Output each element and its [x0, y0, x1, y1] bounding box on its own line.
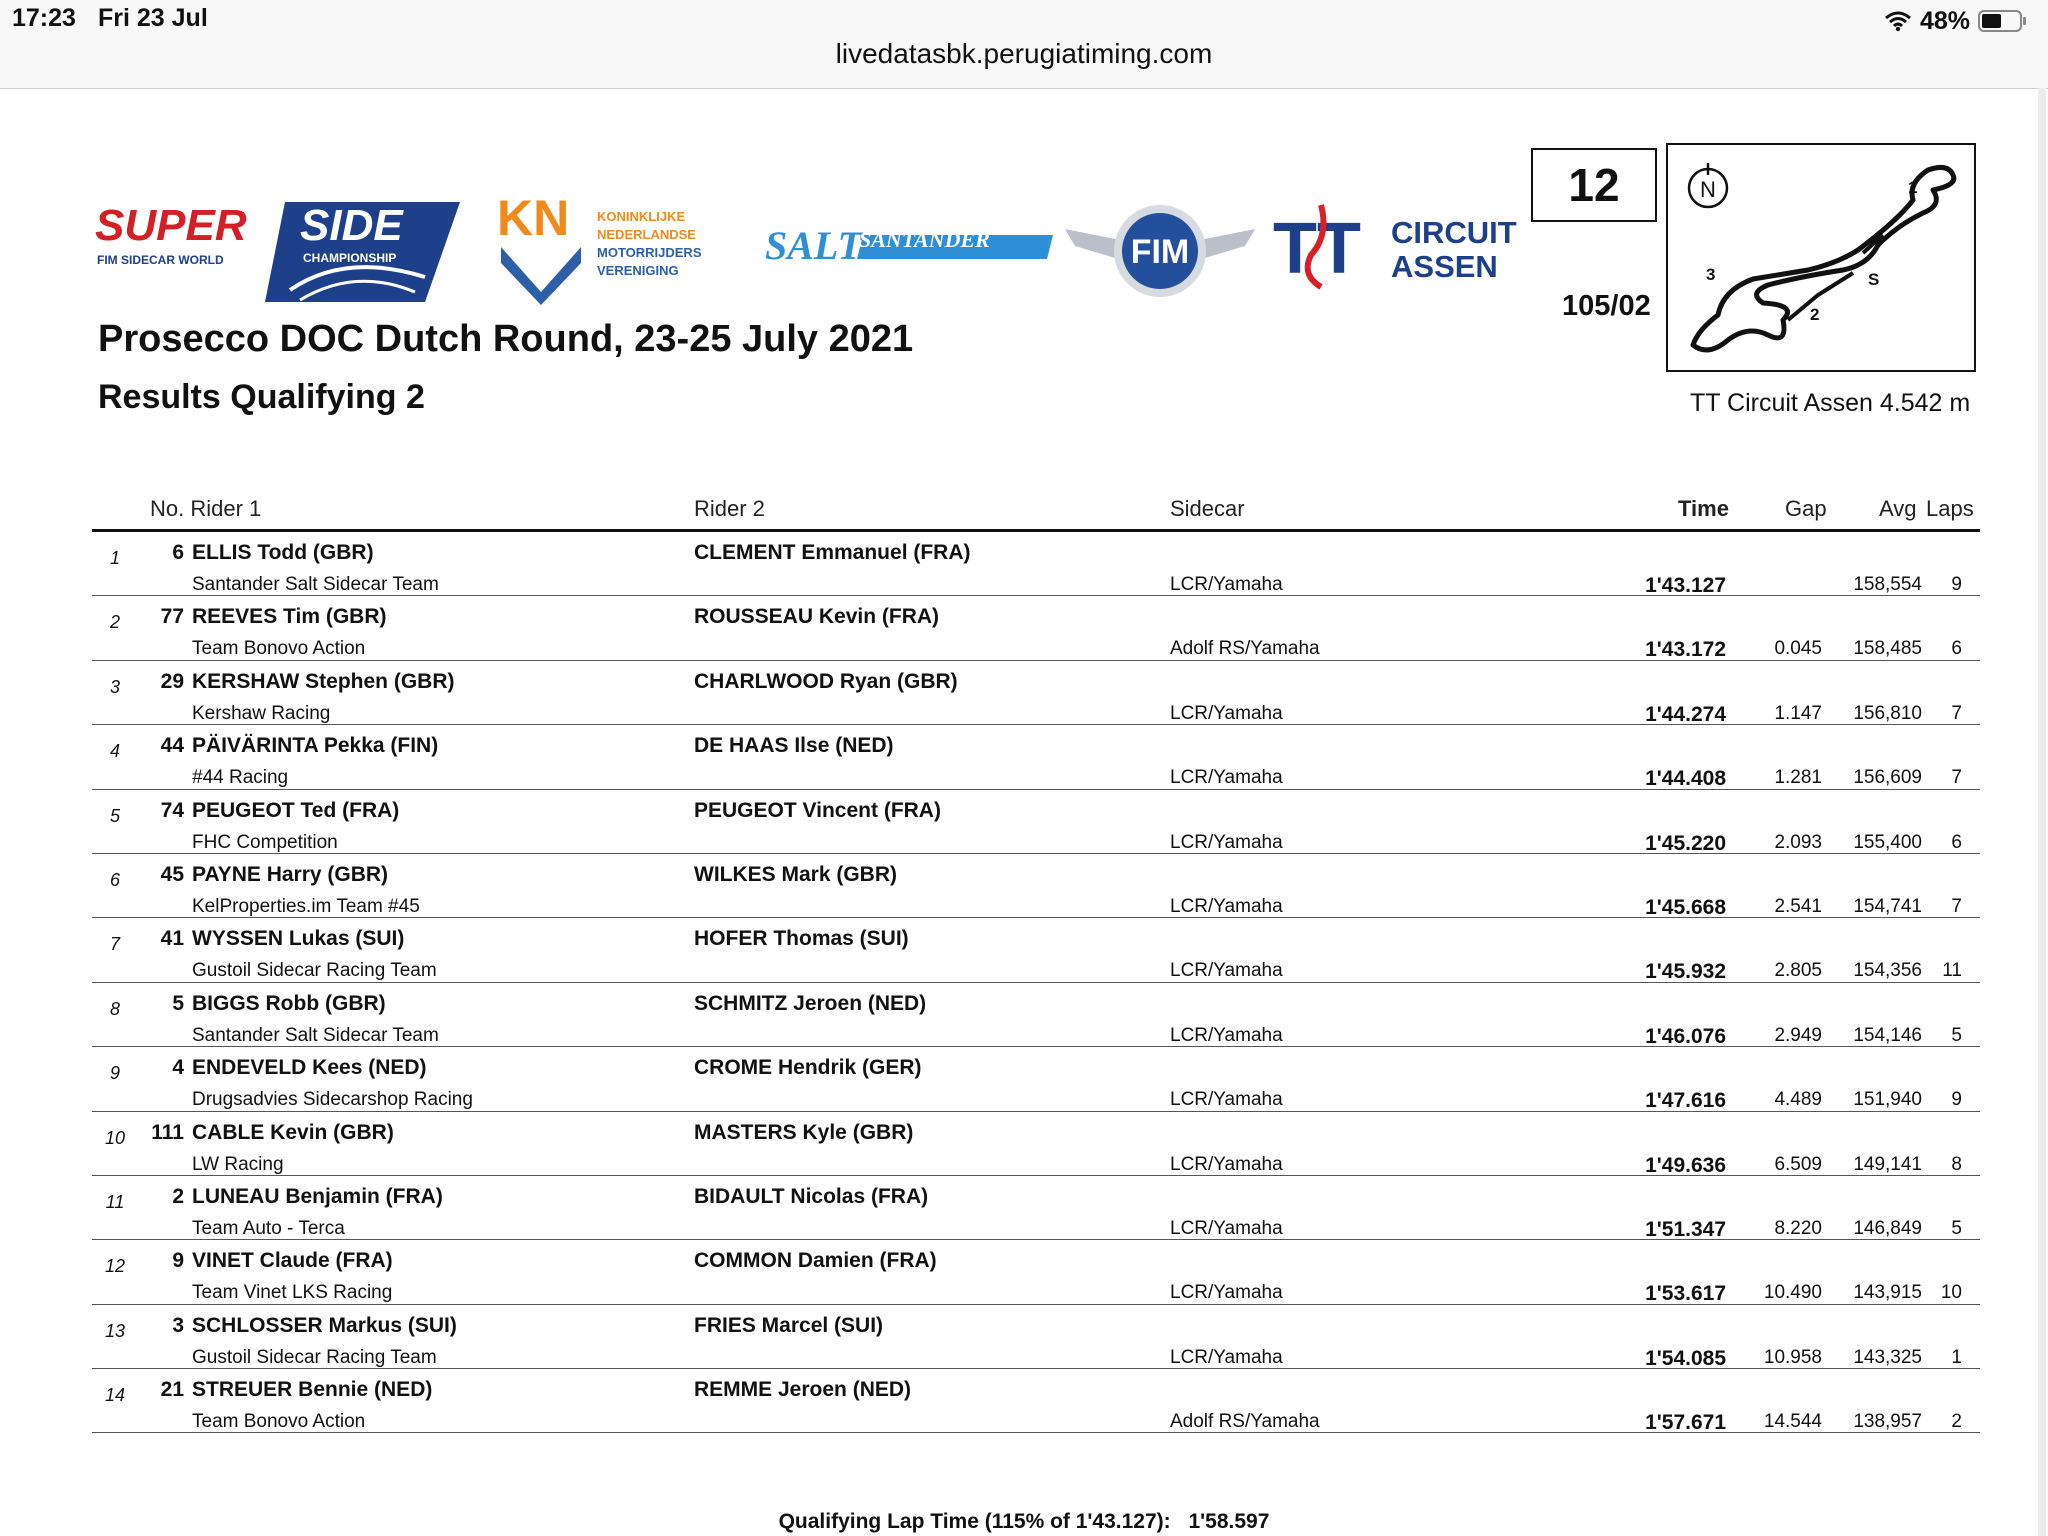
superside-word-2: SIDE — [300, 201, 403, 250]
result-time: 1'45.220 — [1645, 831, 1726, 855]
result-avg-speed: 149,141 — [1853, 1153, 1922, 1175]
result-sidecar: LCR/Yamaha — [1170, 1024, 1283, 1046]
page-scrollbar[interactable] — [2038, 88, 2046, 1536]
result-number: 9 — [172, 1249, 184, 1273]
result-position: 6 — [109, 869, 120, 890]
result-team: LW Racing — [192, 1153, 284, 1175]
result-time: 1'45.932 — [1645, 960, 1726, 984]
status-time: 17:23 — [12, 4, 76, 32]
result-avg-speed: 156,609 — [1853, 767, 1922, 789]
table-row — [92, 1369, 1980, 1433]
result-sidecar: LCR/Yamaha — [1170, 1217, 1283, 1239]
col-header-laps: Laps — [1926, 496, 1974, 521]
result-rider1: ELLIS Todd (GBR) — [192, 541, 374, 564]
qualifying-lap-time-value: 1'58.597 — [1188, 1510, 1270, 1533]
result-laps: 10 — [1940, 1282, 1962, 1304]
battery-icon — [1978, 9, 2028, 33]
result-rider1: REEVES Tim (GBR) — [192, 605, 387, 629]
col-header-no-rider1: No. Rider 1 — [150, 496, 262, 521]
knmv-mark: KN — [497, 190, 570, 246]
knmv-line-4: VERENIGING — [597, 263, 679, 278]
result-gap: 2.949 — [1774, 1024, 1822, 1046]
fim-text: FIM — [1130, 233, 1190, 271]
knmv-line-3: MOTORRIJDERS — [597, 245, 702, 260]
result-team: Gustoil Sidecar Racing Team — [192, 960, 437, 982]
result-laps: 6 — [1951, 831, 1962, 853]
result-time: 1'47.616 — [1645, 1089, 1726, 1113]
result-position: 11 — [105, 1191, 125, 1212]
result-rider2: COMMON Damien (FRA) — [694, 1249, 937, 1273]
table-row — [92, 854, 1980, 918]
result-sidecar: LCR/Yamaha — [1170, 1089, 1283, 1111]
result-number: 4 — [172, 1056, 184, 1080]
result-rider2: MASTERS Kyle (GBR) — [694, 1120, 914, 1144]
result-rider2: CHARLWOOD Ryan (GBR) — [694, 669, 958, 693]
qualifying-lap-time — [0, 1510, 2048, 1534]
result-laps: 2 — [1951, 1411, 1962, 1433]
result-gap: 14.544 — [1763, 1411, 1822, 1433]
result-laps: 1 — [1951, 1346, 1962, 1368]
result-rider1: BIGGS Robb (GBR) — [192, 991, 386, 1015]
result-rider2: FRIES Marcel (SUI) — [694, 1313, 884, 1337]
table-row — [92, 1305, 1980, 1369]
knmv-line-1: KONINKLIJKE — [597, 209, 686, 224]
result-laps: 7 — [1951, 895, 1962, 917]
result-number: 5 — [172, 991, 184, 1015]
result-rider2: CROME Hendrik (GER) — [694, 1056, 922, 1080]
results-table — [92, 532, 1980, 1433]
result-gap: 2.093 — [1774, 831, 1822, 853]
result-time: 1'57.671 — [1645, 1411, 1726, 1435]
superside-logo — [95, 192, 460, 304]
result-laps: 9 — [1951, 1089, 1962, 1111]
table-row — [92, 596, 1980, 660]
result-avg-speed: 154,741 — [1853, 895, 1922, 917]
result-rider1: KERSHAW Stephen (GBR) — [192, 669, 455, 693]
result-team: Team Vinet LKS Racing — [192, 1282, 393, 1304]
result-number: 2 — [172, 1184, 184, 1208]
result-rider1: PAYNE Harry (GBR) — [192, 862, 389, 886]
result-position: 10 — [104, 1127, 126, 1148]
result-rider2: HOFER Thomas (SUI) — [694, 927, 909, 951]
result-team: Drugsadvies Sidecarshop Racing — [192, 1089, 473, 1111]
result-avg-speed: 138,957 — [1853, 1411, 1922, 1433]
result-sidecar: LCR/Yamaha — [1170, 767, 1283, 789]
result-avg-speed: 151,940 — [1853, 1089, 1922, 1111]
result-team: Team Bonovo Action — [192, 638, 366, 660]
round-number: 12 — [1568, 159, 1620, 211]
result-position: 8 — [109, 998, 120, 1019]
result-team: Kershaw Racing — [192, 702, 331, 724]
result-sidecar: LCR/Yamaha — [1170, 702, 1283, 724]
result-time: 1'51.347 — [1645, 1217, 1726, 1241]
status-bar — [0, 0, 2048, 89]
table-row — [92, 1240, 1980, 1304]
map-label-3: 3 — [1706, 265, 1716, 284]
result-time: 1'43.172 — [1645, 638, 1726, 662]
result-position: 14 — [104, 1385, 126, 1406]
result-team: #44 Racing — [192, 767, 289, 789]
result-laps: 9 — [1951, 574, 1962, 595]
knmv-logo — [495, 187, 735, 307]
result-gap: 4.489 — [1774, 1089, 1822, 1111]
result-avg-speed: 143,325 — [1853, 1346, 1922, 1368]
tt-line-2: ASSEN — [1391, 249, 1498, 284]
result-gap: 6.509 — [1774, 1153, 1822, 1175]
sponsor-logos — [95, 185, 1525, 315]
fim-logo — [1065, 201, 1255, 301]
col-header-time: Time — [1678, 496, 1729, 521]
result-time: 1'49.636 — [1645, 1153, 1726, 1177]
table-row — [92, 532, 1980, 596]
page-subtitle: Results Qualifying 2 — [98, 378, 425, 416]
col-header-avg: Avg — [1879, 496, 1917, 521]
result-rider2: REMME Jeroen (NED) — [694, 1378, 912, 1402]
result-avg-speed: 156,810 — [1853, 702, 1922, 724]
round-number-box — [1531, 148, 1657, 222]
table-row — [92, 1047, 1980, 1111]
result-position: 1 — [109, 548, 120, 568]
result-gap: 10.958 — [1763, 1346, 1822, 1368]
tt-line-1: CIRCUIT — [1391, 215, 1517, 250]
result-time: 1'53.617 — [1645, 1282, 1726, 1306]
result-sidecar: Adolf RS/Yamaha — [1170, 1411, 1320, 1433]
result-number: 45 — [160, 862, 184, 886]
table-row — [92, 790, 1980, 854]
col-header-gap: Gap — [1785, 496, 1827, 521]
result-position: 5 — [109, 805, 120, 826]
result-sidecar: LCR/Yamaha — [1170, 574, 1283, 595]
result-number: 44 — [160, 734, 184, 758]
result-number: 29 — [160, 669, 184, 693]
result-sidecar: LCR/Yamaha — [1170, 1282, 1283, 1304]
result-sidecar: LCR/Yamaha — [1170, 831, 1283, 853]
result-gap: 2.541 — [1774, 895, 1822, 917]
result-time: 1'54.085 — [1645, 1346, 1726, 1370]
result-rider2: WILKES Mark (GBR) — [694, 862, 898, 886]
map-label-2: 2 — [1810, 305, 1820, 324]
result-rider1: PÄIVÄRINTA Pekka (FIN) — [192, 734, 439, 758]
result-sidecar: LCR/Yamaha — [1170, 1346, 1283, 1368]
result-laps: 6 — [1951, 638, 1962, 660]
result-rider1: ENDEVELD Kees (NED) — [192, 1056, 427, 1080]
knmv-line-2: NEDERLANDSE — [597, 227, 696, 242]
map-label-1: 1 — [1908, 178, 1918, 197]
result-gap: 8.220 — [1774, 1217, 1822, 1239]
result-laps: 5 — [1951, 1217, 1962, 1239]
qualifying-lap-time-label: Qualifying Lap Time (115% of 1'43.127): — [778, 1510, 1171, 1533]
result-number: 6 — [172, 541, 184, 564]
tt-circuit-assen-logo — [1271, 195, 1531, 295]
result-gap: 10.490 — [1763, 1282, 1822, 1304]
table-row — [92, 725, 1980, 789]
tt-mark: TT — [1273, 209, 1361, 289]
track-name: TT Circuit Assen 4.542 m — [1690, 389, 1971, 417]
result-position: 9 — [109, 1063, 120, 1084]
result-avg-speed: 143,915 — [1853, 1282, 1922, 1304]
address-bar-url[interactable]: livedatasbk.perugiatiming.com — [835, 38, 1213, 69]
result-rider2: BIDAULT Nicolas (FRA) — [694, 1184, 929, 1208]
map-label-s: S — [1868, 270, 1880, 289]
result-rider1: SCHLOSSER Markus (SUI) — [192, 1313, 457, 1337]
result-sidecar: Adolf RS/Yamaha — [1170, 638, 1320, 660]
session-code: 105/02 — [1562, 290, 1651, 322]
result-gap: 2.805 — [1774, 960, 1822, 982]
result-team: Team Auto - Terca — [192, 1217, 345, 1239]
result-number: 111 — [151, 1120, 184, 1144]
santander-salt-logo — [763, 217, 1053, 277]
result-gap: 0.045 — [1774, 638, 1822, 660]
result-number: 21 — [160, 1378, 184, 1402]
result-team: Santander Salt Sidecar Team — [192, 1024, 439, 1046]
result-laps: 11 — [1942, 960, 1962, 982]
result-gap: 1.147 — [1774, 702, 1822, 724]
north-icon: N — [1700, 177, 1716, 202]
result-rider1: PEUGEOT Ted (FRA) — [192, 798, 400, 822]
result-time: 1'45.668 — [1645, 895, 1726, 919]
result-position: 7 — [109, 934, 120, 955]
superside-word-1: SUPER — [95, 201, 247, 250]
table-row — [92, 1176, 1980, 1240]
result-avg-speed: 146,849 — [1853, 1217, 1922, 1239]
result-rider1: CABLE Kevin (GBR) — [192, 1120, 394, 1144]
result-rider1: LUNEAU Benjamin (FRA) — [192, 1184, 443, 1208]
result-team: KelProperties.im Team #45 — [192, 895, 420, 917]
table-row — [92, 983, 1980, 1047]
result-avg-speed: 154,146 — [1853, 1024, 1922, 1046]
result-time: 1'44.274 — [1645, 702, 1726, 726]
result-team: Team Bonovo Action — [192, 1411, 366, 1433]
status-date: Fri 23 Jul — [98, 4, 208, 32]
result-team: Gustoil Sidecar Racing Team — [192, 1346, 437, 1368]
page-title: Prosecco DOC Dutch Round, 23-25 July 2021 — [98, 318, 914, 360]
result-number: 3 — [172, 1313, 184, 1337]
result-time: 1'46.076 — [1645, 1024, 1726, 1048]
result-laps: 5 — [1951, 1024, 1962, 1046]
santander-word: SANTANDER — [859, 227, 990, 252]
superside-sub-1: FIM SIDECAR WORLD — [97, 253, 224, 267]
superside-sub-2: CHAMPIONSHIP — [303, 251, 397, 265]
battery-percent: 48% — [1919, 6, 1970, 35]
table-row — [92, 661, 1980, 725]
result-position: 12 — [104, 1256, 126, 1277]
result-sidecar: LCR/Yamaha — [1170, 1153, 1283, 1175]
col-header-sidecar: Sidecar — [1170, 496, 1245, 521]
result-avg-speed: 158,485 — [1853, 638, 1922, 660]
result-time: 1'43.127 — [1645, 574, 1726, 597]
wifi-icon — [1884, 10, 1912, 32]
result-avg-speed: 154,356 — [1853, 960, 1922, 982]
result-rider2: PEUGEOT Vincent (FRA) — [694, 798, 941, 822]
col-header-rider2: Rider 2 — [694, 496, 765, 521]
result-team: FHC Competition — [192, 831, 338, 853]
result-laps: 7 — [1951, 767, 1962, 789]
result-time: 1'44.408 — [1645, 767, 1726, 791]
result-rider2: DE HAAS Ilse (NED) — [694, 734, 894, 758]
result-number: 41 — [160, 927, 184, 951]
result-rider2: SCHMITZ Jeroen (NED) — [694, 991, 927, 1015]
santander-s: SALT — [765, 223, 863, 268]
result-position: 4 — [109, 741, 120, 762]
status-right — [1884, 4, 2028, 38]
table-row — [92, 918, 1980, 982]
result-sidecar: LCR/Yamaha — [1170, 895, 1283, 917]
result-avg-speed: 155,400 — [1853, 831, 1922, 853]
result-sidecar: LCR/Yamaha — [1170, 960, 1283, 982]
result-rider1: STREUER Bennie (NED) — [192, 1378, 433, 1402]
result-team: Santander Salt Sidecar Team — [192, 574, 439, 595]
result-rider1: WYSSEN Lukas (SUI) — [192, 927, 405, 951]
result-avg-speed: 158,554 — [1853, 574, 1922, 595]
result-position: 3 — [109, 676, 120, 697]
result-rider2: CLEMENT Emmanuel (FRA) — [694, 541, 971, 564]
track-map — [1666, 143, 1976, 372]
result-rider1: VINET Claude (FRA) — [192, 1249, 393, 1273]
result-position: 2 — [109, 612, 120, 633]
result-number: 77 — [160, 605, 184, 629]
result-position: 13 — [104, 1320, 126, 1341]
result-rider2: ROUSSEAU Kevin (FRA) — [694, 605, 940, 629]
result-gap: 1.281 — [1774, 767, 1822, 789]
result-number: 74 — [160, 798, 184, 822]
result-laps: 8 — [1951, 1153, 1962, 1175]
table-row — [92, 1112, 1980, 1176]
result-laps: 7 — [1951, 702, 1962, 724]
